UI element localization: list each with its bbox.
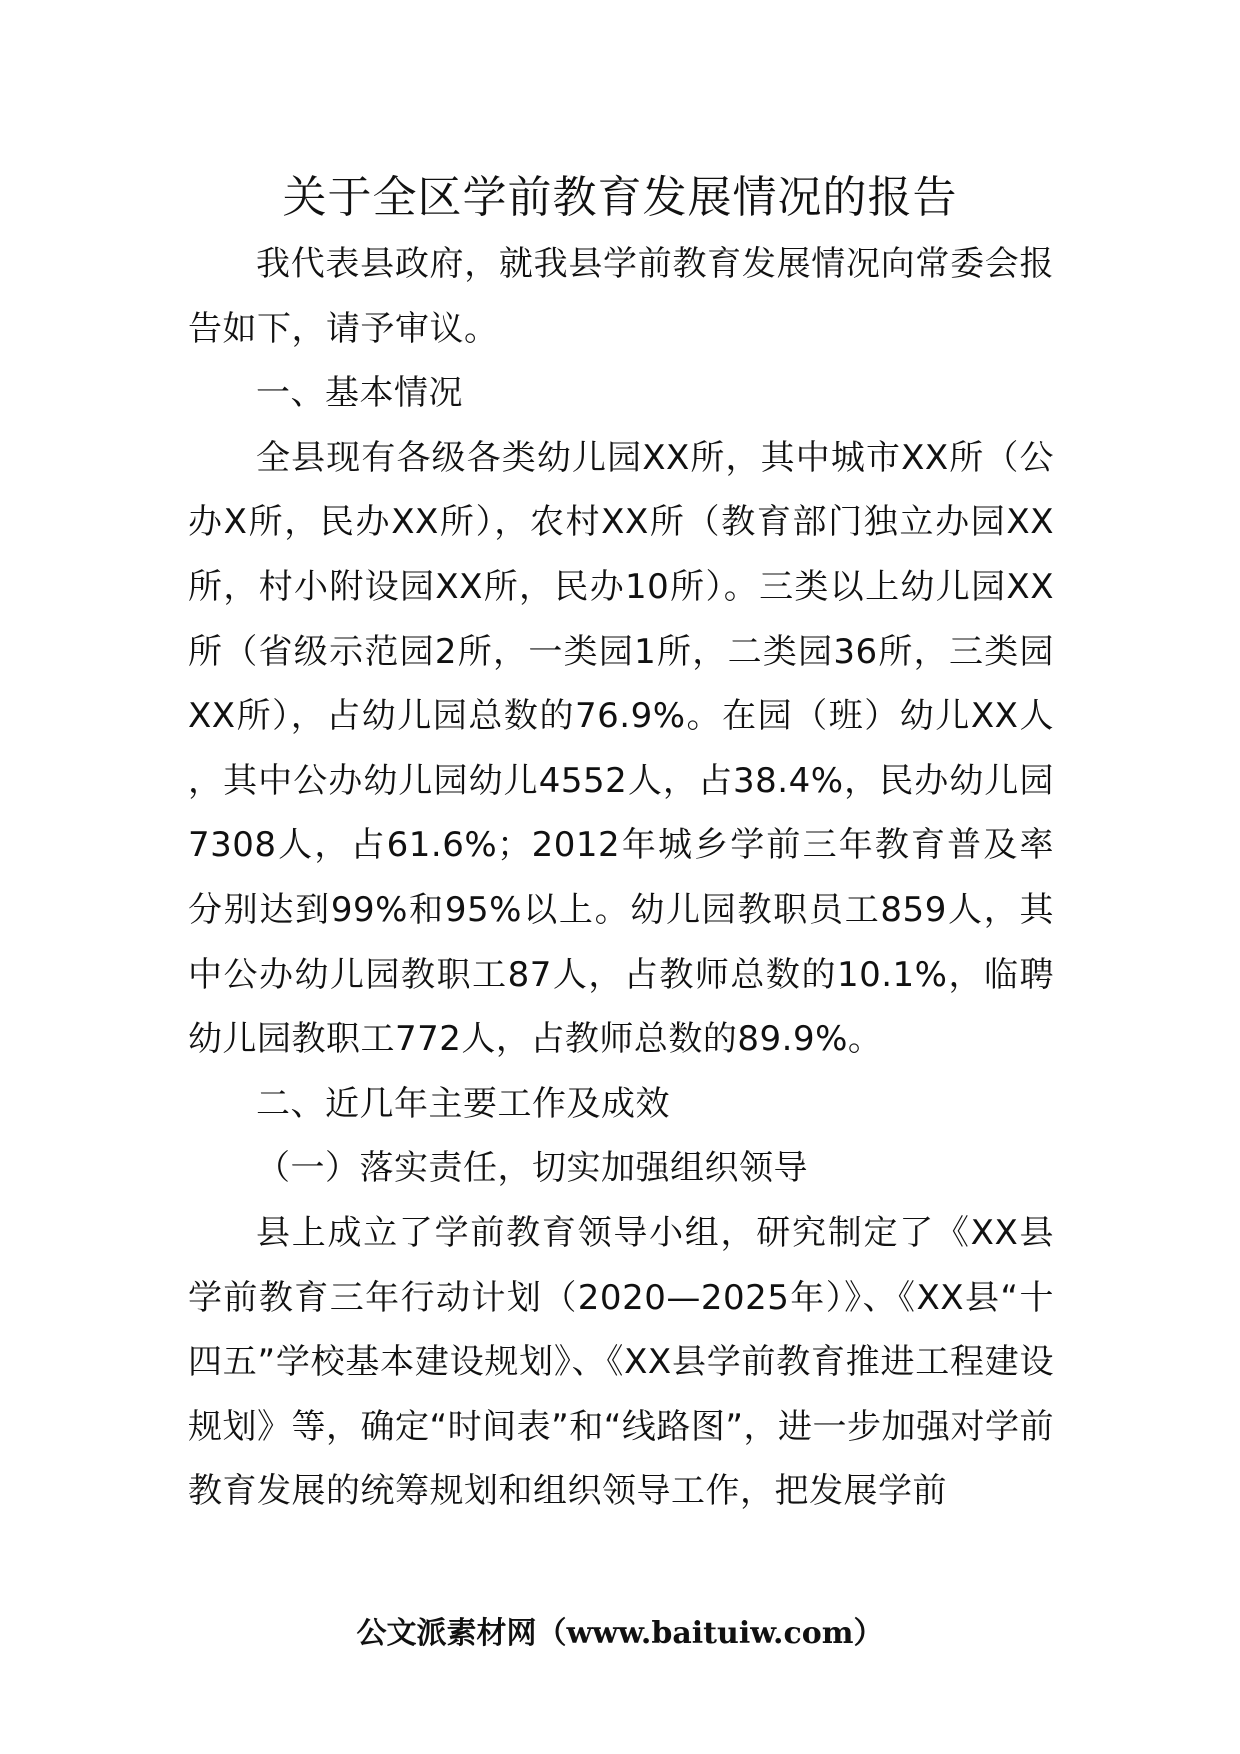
- paragraph-basic-situation: 全县现有各级各类幼儿园XX所，其中城市XX所（公办X所，民办XX所），农村XX所（教育部门独立办园XX所，村小附设园XX所，民办10所）。三类以上幼儿园XX所（省级示范园2所，一类园1所，二类园36所，三类园XX所），占幼儿园总数的76.9%。在园（班）幼儿XX人，其中公办幼儿园幼儿4552人，占38.4%，民办幼儿园7308人，占61.6%；2012年城乡学前三年教育普及率分别达到99%和95%以上。幼儿园教职员工859人，其中公办幼儿园教职工87人，占教师总数的10.1%，临聘幼儿园教职工772人，占教师总数的89.9%。: [188, 437, 1054, 1060]
- footer-watermark: 公文派素材网（www.baituiw.com）: [356, 1616, 884, 1651]
- subsection-heading-responsibility: （一）落实责任，切实加强组织领导: [256, 1148, 808, 1189]
- paragraph-intro: 我代表县政府，就我县学前教育发展情况向常委会报告如下，请予审议。: [188, 244, 1054, 349]
- document-title: 关于全区学前教育发展情况的报告: [282, 172, 958, 223]
- section-heading-basic: 一、基本情况: [256, 373, 463, 414]
- paragraph-responsibility: 县上成立了学前教育领导小组，研究制定了《XX县学前教育三年行动计划（2020—2025年）》、《XX县“十四五”学校基本建设规划》、《XX县学前教育推进工程建设规划》等，确定“时间表”和“线路图”，进一步加强对学前教育发展的统筹规划和组织领导工作，把发展学前: [188, 1212, 1054, 1512]
- section-heading-work: 二、近几年主要工作及成效: [256, 1083, 670, 1124]
- document-body: [188, 232, 1054, 1524]
